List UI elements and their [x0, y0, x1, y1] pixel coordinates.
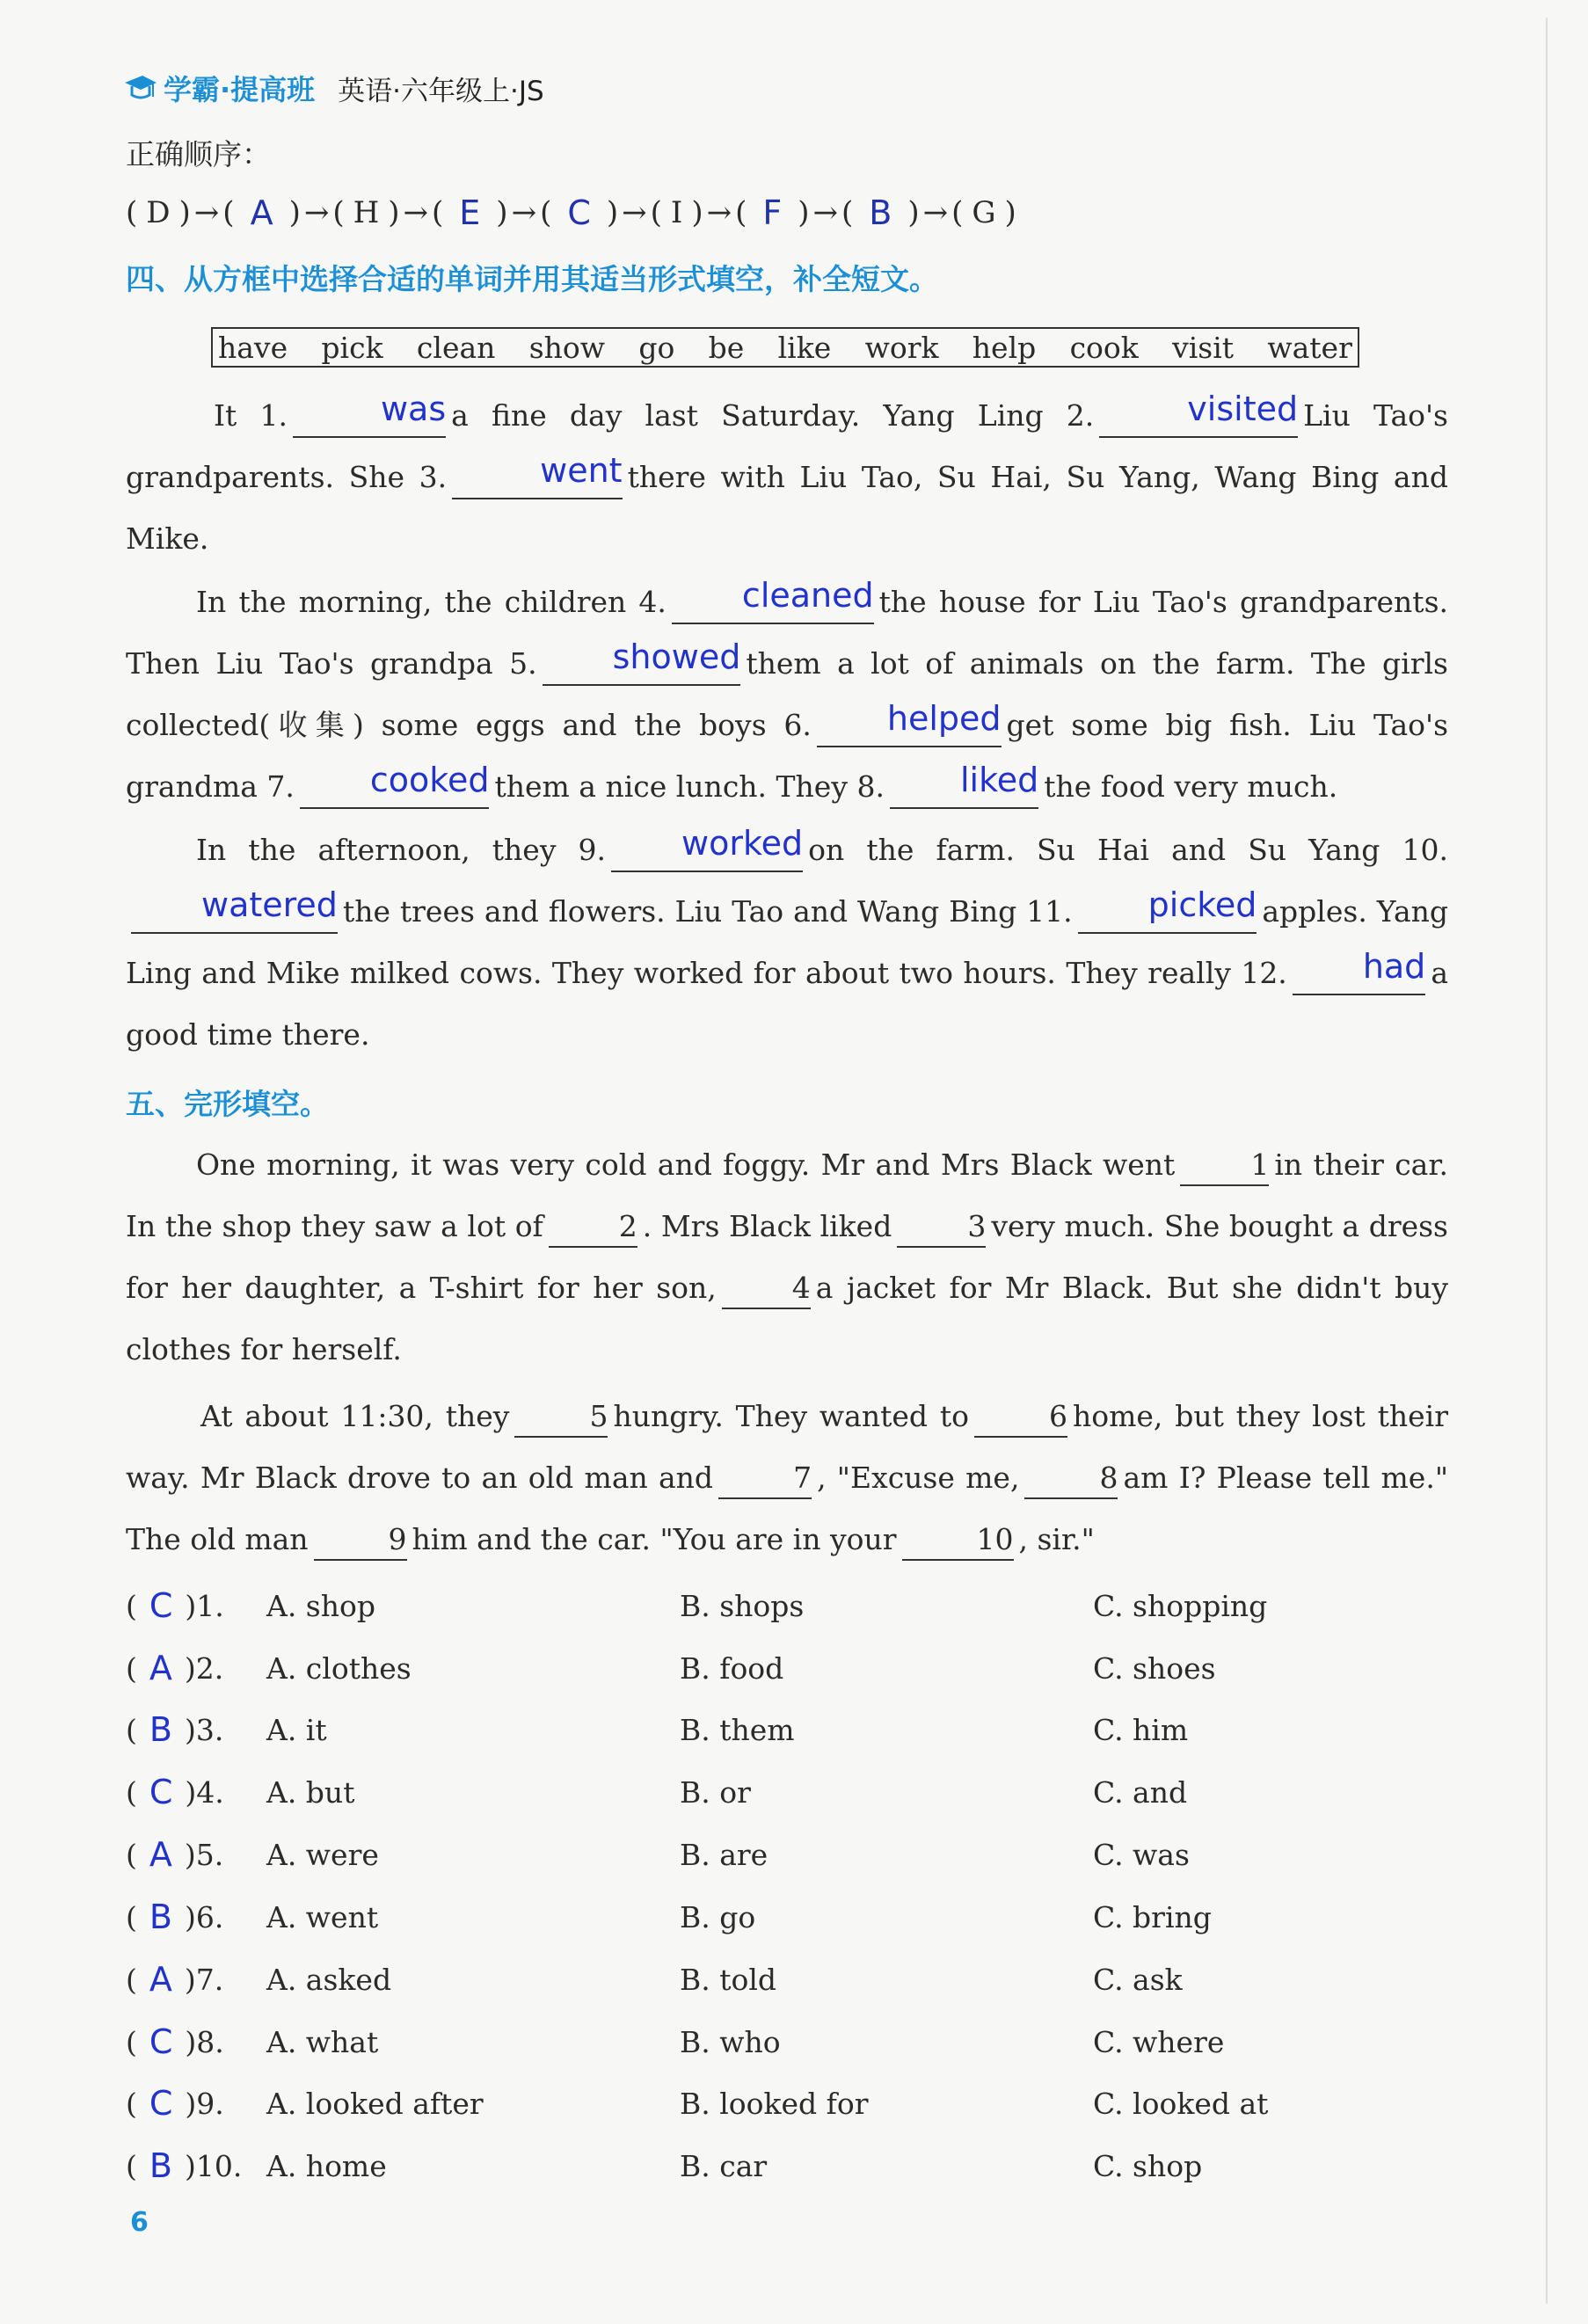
order-answer: C [567, 193, 591, 232]
answer-blank: cleaned [672, 580, 874, 624]
word: be [708, 330, 745, 365]
order-answer: E [459, 193, 481, 232]
number-blank: 5 [514, 1397, 608, 1438]
answer-blank: was [293, 394, 446, 438]
word: water [1267, 330, 1352, 365]
word: go [638, 330, 675, 365]
option-answer: A [149, 1835, 172, 1874]
option-row: ( C )8. A. what B. who C. where [126, 2022, 1225, 2061]
order-item: H [353, 195, 380, 230]
option-a: A. clothes [266, 1650, 412, 1686]
answer-blank: had [1293, 951, 1426, 995]
page-header [123, 62, 544, 114]
answer-blank: visited [1099, 394, 1298, 438]
arrow-icon: → [706, 195, 732, 230]
section4-paragraph-2: In the morning, the children 4. cleaned the house for Liu Tao's grandparents. Then Liu Tao's grandpa 5. showed them a lot of animals on the farm. The girls collected(收集) some eggs and the boys 6. helped get some big fish. Liu Tao's grandma 7. cooked them a nice lunch. They 8. liked the food very much. [126, 572, 1448, 818]
arrow-icon: → [403, 195, 429, 230]
answer-blank: picked [1078, 890, 1257, 934]
option-c: C. was [1093, 1837, 1190, 1872]
option-c: C. him [1093, 1712, 1189, 1747]
order-item: D [146, 195, 171, 230]
option-c: C. bring [1093, 1899, 1212, 1934]
number-blank: 10 [902, 1520, 1014, 1561]
option-answer: C [149, 1586, 173, 1625]
option-a: A. but [266, 1774, 355, 1810]
number-blank: 7 [718, 1459, 812, 1499]
word: show [528, 330, 606, 365]
number-blank: 8 [1024, 1459, 1118, 1499]
option-answer: B [149, 1898, 172, 1936]
word: like [777, 330, 832, 365]
option-c: C. where [1093, 2024, 1225, 2059]
option-b: B. car [680, 2148, 768, 2183]
section4-paragraph-3: In the afternoon, they 9. worked on the farm. Su Hai and Su Yang 10.watered the trees and flowers. Liu Tao and Wang Bing 11. picked apples. Yang Ling and Mike milked cows. They worked for about two hours. They really 12. had a good time there. [126, 824, 1448, 1052]
option-b: B. them [680, 1712, 795, 1747]
order-answer: B [869, 193, 892, 232]
order-item: G [972, 195, 996, 230]
order-label: 正确顺序： [126, 137, 271, 171]
section5-paragraph-1: One morning, it was very cold and foggy. Mr and Mrs Black went 1 in their car. In the shop they saw a lot of 2 . Mrs Black liked 3 very much. She bought a dress for her daughter, a T-shirt for her son, 4 a jacket for Mr Black. But she didn't buy clothes for herself. [126, 1147, 1448, 1366]
option-a: A. looked after [266, 2086, 484, 2121]
answer-blank: watered [131, 890, 338, 934]
answer-blank: went [452, 455, 622, 499]
word: clean [416, 330, 496, 365]
option-answer: C [149, 2084, 173, 2123]
number-blank: 6 [974, 1397, 1067, 1438]
arrow-icon: → [303, 195, 330, 230]
option-answer: A [149, 1649, 172, 1687]
option-row: ( C )1. A. shop B. shops C. shopping [126, 1586, 1268, 1625]
number-blank: 2 [549, 1207, 637, 1248]
answer-blank: worked [611, 828, 803, 872]
option-answer: B [149, 1710, 172, 1749]
option-c: C. and [1093, 1774, 1188, 1810]
option-row: ( A )2. A. clothes B. food C. shoes [126, 1649, 1216, 1687]
number-blank: 1 [1180, 1146, 1269, 1186]
order-answer: A [250, 193, 273, 232]
page-number: 6 [130, 2207, 149, 2238]
option-row: ( C )4. A. but B. or C. and [126, 1773, 1188, 1811]
number-blank: 3 [897, 1207, 986, 1248]
answer-blank: helped [817, 703, 1002, 747]
option-b: B. told [680, 1962, 777, 1997]
option-answer: A [149, 1960, 172, 1999]
arrow-icon: → [812, 195, 838, 230]
option-b: B. are [680, 1837, 769, 1872]
section5-title: 五、完形填空。 [126, 1087, 329, 1121]
option-row: ( C )9. A. looked after B. looked for C. looked at [126, 2084, 1269, 2123]
option-c: C. shopping [1093, 1588, 1268, 1623]
option-row: ( B )6. A. went B. go C. bring [126, 1898, 1212, 1936]
option-a: A. asked [266, 1962, 392, 1997]
order-sequence: ( D ) → ( A ) → ( H ) → ( E ) → ( C ) → ( I ) → ( F ) → ( B ) → ( G ) [126, 193, 1016, 232]
word: have [218, 330, 288, 365]
word: work [864, 330, 939, 365]
arrow-icon: → [922, 195, 949, 230]
option-a: A. shop [266, 1588, 375, 1623]
option-a: A. it [266, 1712, 327, 1747]
word: cook [1069, 330, 1139, 365]
answer-blank: liked [890, 765, 1038, 809]
arrow-icon: → [193, 195, 220, 230]
option-b: B. food [680, 1650, 784, 1686]
subject-title: 英语·六年级上·JS [338, 75, 544, 107]
option-row: ( A )5. A. were B. are C. was [126, 1835, 1190, 1874]
option-a: A. what [266, 2024, 379, 2059]
answer-blank: cooked [300, 765, 490, 809]
option-answer: B [149, 2146, 172, 2185]
number-blank: 9 [314, 1520, 407, 1561]
option-b: B. go [680, 1899, 756, 1934]
option-c: C. shoes [1093, 1650, 1216, 1686]
order-item: I [670, 195, 683, 230]
arrow-icon: → [511, 195, 537, 230]
section4-paragraph-1: It 1. was a fine day last Saturday. Yang Ling 2. visited Liu Tao's grandparents. She 3. went there with Liu Tao, Su Hai, Su Yang, Wang Bing and Mike. [126, 390, 1448, 556]
option-b: B. looked for [680, 2086, 869, 2121]
section4-title: 四、从方框中选择合适的单词并用其适当形式填空，补全短文。 [126, 262, 938, 296]
option-b: B. shops [680, 1588, 805, 1623]
order-answer: F [762, 193, 783, 232]
option-b: B. who [680, 2024, 781, 2059]
word: pick [321, 330, 383, 365]
option-c: C. shop [1093, 2148, 1203, 2183]
word: help [972, 330, 1037, 365]
word: visit [1172, 330, 1235, 365]
graduation-cap-icon [123, 70, 158, 106]
option-a: A. home [266, 2148, 387, 2183]
answer-blank: showed [543, 642, 741, 686]
option-b: B. or [680, 1774, 751, 1810]
option-c: C. ask [1093, 1962, 1183, 1997]
page-edge [1546, 18, 1548, 2304]
option-row: ( A )7. A. asked B. told C. ask [126, 1960, 1183, 1999]
option-answer: C [149, 2022, 173, 2061]
brand-title: 学霸·提高班 [164, 73, 316, 106]
arrow-icon: → [622, 195, 647, 230]
option-row: ( B )3. A. it B. them C. him [126, 1710, 1189, 1749]
section5-paragraph-2: At about 11:30, they 5 hungry. They wanted to 6 home, but they lost their way. Mr Black drove to an old man and 7 , "Excuse me, 8 am I? Please tell me." The old man 9 him and the car. "You are in your 10 , sir." [126, 1386, 1448, 1570]
option-a: A. went [266, 1899, 379, 1934]
number-blank: 4 [722, 1269, 811, 1309]
option-c: C. looked at [1093, 2086, 1269, 2121]
option-row: ( B )10. A. home B. car C. shop [126, 2146, 1203, 2185]
option-answer: C [149, 1773, 173, 1811]
word-box [211, 327, 1359, 368]
option-a: A. were [266, 1837, 379, 1872]
